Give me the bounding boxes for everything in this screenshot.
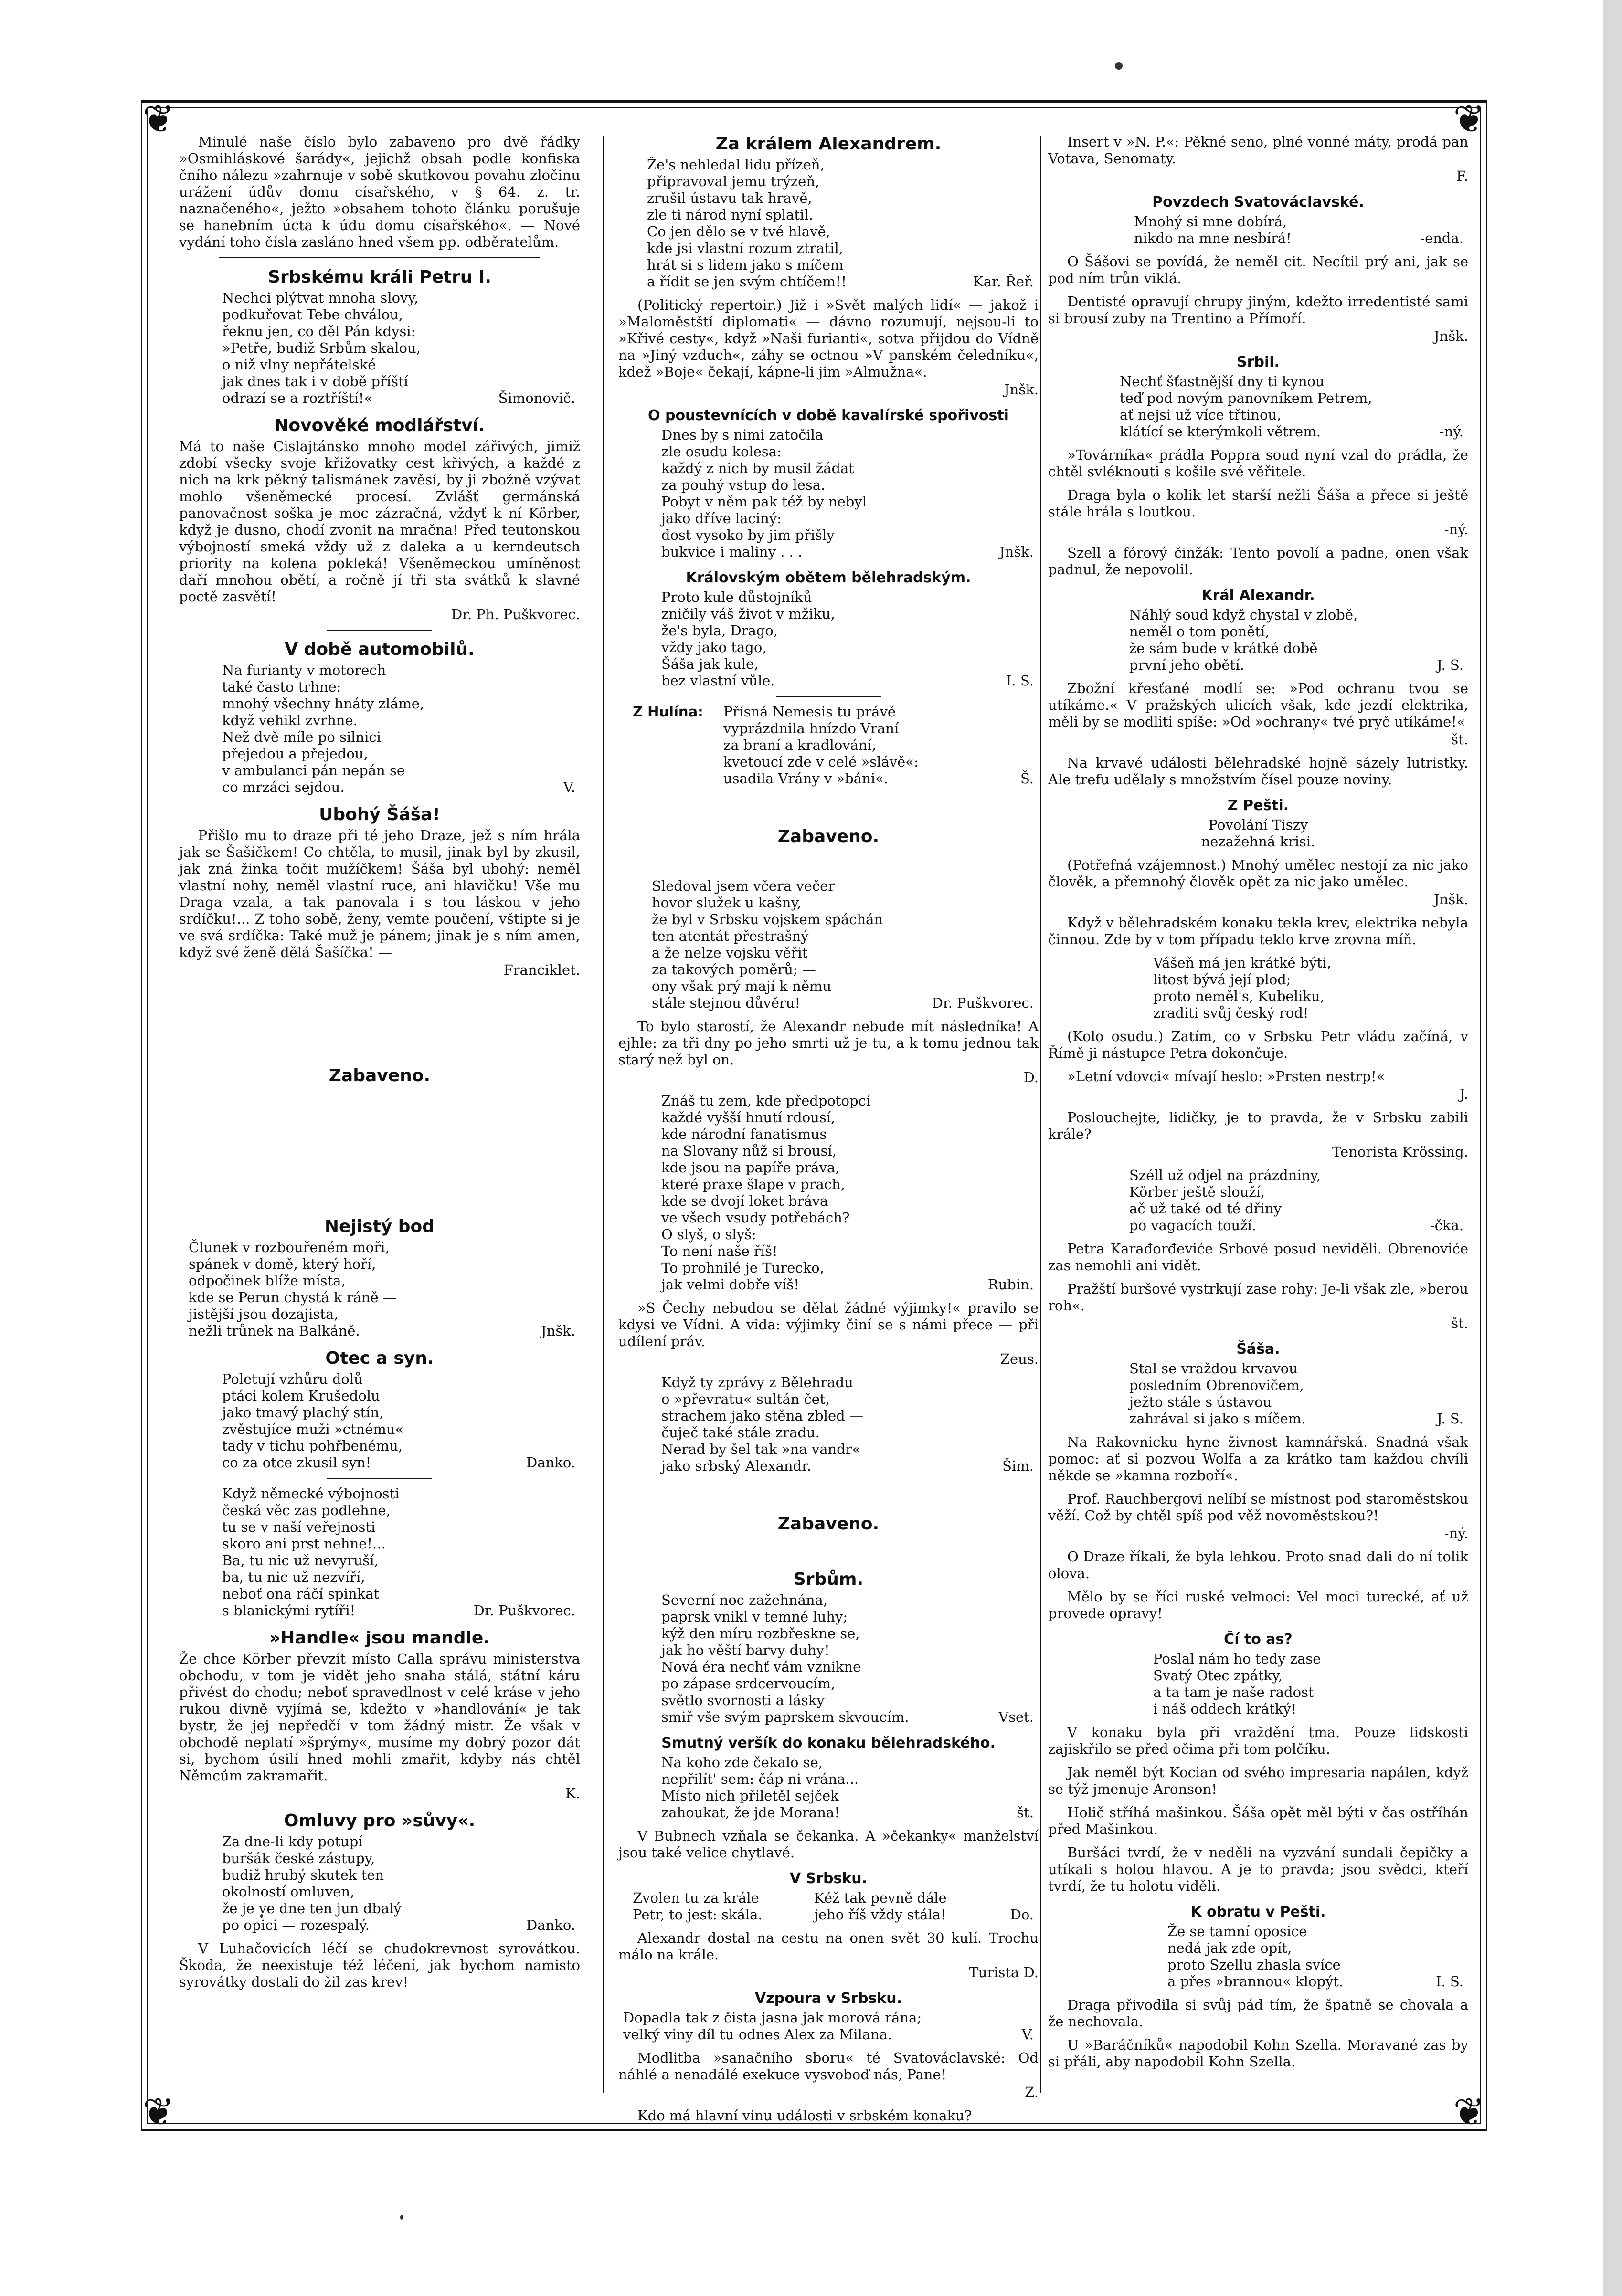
poem-line: přejedou a přejedou, — [222, 746, 368, 762]
poem-line: Na koho zde čekalo se, — [661, 1754, 823, 1770]
article-text: (Politický repertoir.) Již i »Svět malých lidí« — jakož i »Maloměstští diplomati« — dávno rozumují, nejsou-li to »Křivé cesty«, když »Naši furianti«, sotva přijdou do Vídně na »Jiný vzduch«, záhy se octnou »V panském čeledníku«, kdež »Boje« čekají, kápne-li jim »Almužna«. — [618, 297, 1039, 380]
poem-line: zrušil ústavu tak hravě, — [647, 190, 812, 206]
poem-line: nežli trůnek na Balkáně. — [189, 1323, 360, 1339]
author-signature: Turista D. — [969, 1964, 1039, 1980]
poem — [1048, 1923, 1468, 1990]
censored-notice: Zabaveno. — [329, 1066, 431, 1085]
poem-line: budiž hrubý skutek ten — [222, 1867, 384, 1883]
poem-line: kde jsi vlastní rozum ztratil, — [647, 240, 844, 256]
section-divider — [327, 630, 432, 631]
column-middle — [618, 134, 1039, 2124]
poem — [618, 1890, 1039, 1923]
censored-notice: Zabaveno. — [777, 1514, 880, 1534]
author-signature: št. — [1451, 731, 1468, 748]
author-signature: Kar. Řeř. — [973, 274, 1034, 290]
poem — [1048, 213, 1468, 247]
poem-line: za braní a kradlování, — [723, 737, 877, 753]
poem-line: Když ty zprávy z Bělehradu — [661, 1374, 853, 1390]
poem — [618, 1374, 1039, 1474]
page-edge-shadow — [1603, 0, 1622, 2296]
article-text: Draga přivodila si svůj pád tím, že špatně se chovala a že nechovala. — [1048, 1997, 1468, 2030]
poem — [1048, 1651, 1468, 1717]
article-title: Povzdech Svatováclavské. — [1152, 194, 1364, 211]
author-signature: F. — [1456, 168, 1468, 184]
article-title: Otec a syn. — [325, 1348, 434, 1368]
column-left — [179, 134, 580, 2091]
author-signature: Jnšk. — [1434, 891, 1468, 907]
poem-line: Ba, tu nic už nevyruší, — [222, 1552, 379, 1569]
poem-line: Že se tamní oposice — [1167, 1923, 1307, 1939]
article-text: Poslouchejte, lidičky, je to pravda, že v Srbsku zabili krále? — [1048, 1109, 1468, 1142]
poem-line: ten atentát přestrašný — [652, 928, 809, 944]
poem-line: zahoukat, že jde Morana! — [661, 1804, 840, 1821]
poem-line: na Slovany nůž si brousí, — [661, 1143, 837, 1159]
poem-line: skoro ani prst nehne!... — [222, 1536, 386, 1552]
article-title: Srbům. — [793, 1569, 864, 1589]
poem-line: neboť ona ráčí spinkat — [222, 1586, 380, 1602]
article-title: »Handle« jsou mandle. — [269, 1628, 490, 1648]
article-title: Novověké modlářství. — [274, 416, 485, 435]
article-text: Modlitba »sanačního sboru« té Svatováclavské: Od náhlé a nenadálé exekuce vysvoboď nás, Pane! — [618, 2050, 1039, 2083]
paper-speck — [1115, 62, 1123, 70]
poem-line: litost bývá její plod; — [1153, 971, 1291, 988]
author-signature: -ný. — [1439, 423, 1463, 440]
author-signature: Š. — [1020, 770, 1034, 787]
author-signature: Danko. — [526, 1454, 575, 1471]
author-signature: I. S. — [1006, 673, 1034, 689]
poem-line: Když německé výbojnosti — [222, 1485, 400, 1502]
corner-ornament-icon: ❦ — [1453, 97, 1485, 141]
poem — [179, 1833, 580, 1934]
article-text: »Letní vdovci« mívají heslo: »Prsten nestrp!« — [1067, 1068, 1385, 1085]
poem — [618, 427, 1039, 560]
poem-line: Na furianty v motorech — [222, 662, 386, 678]
article-title: Čí to as? — [1224, 1631, 1293, 1648]
article-text: Draga byla o kolik let starší nežli Šáša a přece si ještě stále hrála s loutkou. — [1048, 487, 1468, 520]
article-title: Smutný veršík do konaku bělehradského. — [661, 1735, 996, 1751]
article-title: Královským obětem bělehradským. — [686, 569, 971, 586]
article-title: Král Alexandr. — [1201, 587, 1315, 604]
poem — [618, 704, 1039, 787]
poem-line: Sledoval jsem včera večer — [652, 878, 835, 894]
poem-line: kde národní fanatismus — [661, 1126, 827, 1142]
poem-line: když vehikl zvrhne. — [222, 712, 358, 728]
author-signature: št. — [1451, 1315, 1468, 1331]
author-signature: -ný. — [1444, 521, 1468, 537]
poem-line: teď pod novým panovníkem Petrem, — [1120, 390, 1372, 406]
author-signature: V. — [563, 779, 575, 795]
poem-line: po opici — rozespalý. — [222, 1917, 370, 1933]
poem-line: kýž den míru rozbřeskne se, — [661, 1625, 860, 1642]
poem-line: Dnes by s nimi zatočila — [661, 427, 824, 443]
article-title: Nejistý bod — [324, 1217, 435, 1236]
author-signature: -enda. — [1420, 230, 1463, 246]
poem — [1048, 1167, 1468, 1234]
poem-line: kde se dvojí loket bráva — [661, 1193, 828, 1209]
article-text: (Kolo osudu.) Zatím, co v Srbsku Petr vládu začíná, v Římě ji nástupce Petra dokončuje. — [1048, 1028, 1468, 1061]
poem — [618, 157, 1039, 290]
author-signature: Šim. — [1002, 1458, 1034, 1474]
poem-line: kde jsou na papíře práva, — [661, 1159, 840, 1176]
poem-line: jak ho věští barvy duhy! — [661, 1642, 830, 1658]
poem-line: mnohý všechny hnáty zláme, — [222, 695, 424, 712]
poem-line: Za dne-li kdy potupí — [222, 1833, 363, 1850]
poem-line: Přísná Nemesis tu právě — [723, 704, 896, 720]
author-signature: Dr. Puškvorec. — [473, 1602, 575, 1619]
author-signature: Do. — [1010, 1906, 1034, 1923]
poem-line: okolností omluven, — [222, 1884, 355, 1900]
poem-line: »Petře, budiž Srbům skalou, — [222, 340, 421, 356]
poem-line: spánek v domě, který hoří, — [189, 1256, 376, 1272]
poem-line: O slyš, o slyš: — [661, 1226, 756, 1243]
poem-line: jako srbský Alexandr. — [661, 1458, 812, 1474]
author-signature: D. — [1023, 1069, 1039, 1085]
article-text: »Továrníka« prádla Poppra soud nyní vzal do prádla, že chtěl svléknouti s košile své věřitele. — [1048, 447, 1468, 480]
poem — [179, 1485, 580, 1619]
poem-line: nedá jak zde opít, — [1167, 1940, 1292, 1956]
article-text: V Luhačovicích léčí se chudokrevnost syrovátkou. Škoda, že neexistuje též léčení, jak bychom namisto syrovátky dostali do žil zas krev! — [179, 1940, 580, 1990]
article-text: Jak neměl být Kocian od svého impresaria napálen, když se týž jmenuje Aronson! — [1048, 1764, 1468, 1797]
article-text: Holič stříhá mašinkou. Šáša opět měl býti v čas ostříhán před Mašinkou. — [1048, 1804, 1468, 1837]
poem-line: světlo svornosti a lásky — [661, 1692, 825, 1708]
poem-line: zraditi svůj český rod! — [1153, 1005, 1309, 1021]
column-divider — [1040, 136, 1041, 2093]
poem-line: Nerad by šel tak »na vandr« — [661, 1441, 861, 1457]
author-signature: -ný. — [1444, 1525, 1468, 1541]
author-signature: Rubin. — [987, 1276, 1034, 1293]
poem-line: i náš oddech krátký! — [1153, 1701, 1297, 1717]
poem-line: buršák české zástupy, — [222, 1850, 375, 1866]
poem-line: zahrával si jako s míčem. — [1129, 1411, 1306, 1427]
poem-line: To není naše říš! — [661, 1243, 778, 1259]
author-signature: J. S. — [1437, 657, 1463, 673]
poem-line: Vášeň má jen krátké býti, — [1153, 955, 1331, 971]
poem-line: ač už také od té dřiny — [1129, 1201, 1282, 1217]
poem-line: strachem jako stěna zbled — — [661, 1408, 863, 1424]
poem-line: které praxe šlape v prach, — [661, 1176, 845, 1192]
section-divider — [327, 1478, 432, 1479]
poem-line: jistější jsou dozajista, — [189, 1306, 339, 1322]
poem — [179, 290, 580, 407]
poem — [179, 1371, 580, 1471]
poem-line: co mrzáci sejdou. — [222, 779, 345, 795]
poem-line: a že nelze vojsku věřit — [652, 945, 808, 961]
poem-line: Nechť šťastnější dny ti kynou — [1120, 373, 1325, 390]
poem-line: po vagacích touží. — [1129, 1217, 1256, 1233]
poem-line: ve všech vsudy potřebách? — [661, 1210, 850, 1226]
poem-line: za takových poměrů; — — [652, 961, 816, 978]
poem-line: kvetoucí zde v celé »slávě«: — [723, 754, 919, 770]
poem-line: hrát si s lidem jako s míčem — [647, 257, 844, 273]
author-signature: J. — [1459, 1086, 1468, 1102]
poem-line: a ta tam je naše radost — [1153, 1684, 1314, 1700]
author-signature: Šimonovič. — [498, 390, 575, 406]
poem-line: proto Szellu zhasla svíce — [1167, 1957, 1341, 1973]
poem-line: že's byla, Drago, — [661, 622, 778, 639]
poem-line: Poletují vzhůru dolů — [222, 1371, 363, 1387]
author-signature: J. S. — [1437, 1411, 1463, 1427]
corner-ornament-icon: ❦ — [142, 97, 175, 141]
article-text: Alexandr dostal na cestu na onen svět 30 kulí. Trochu málo na krále. — [618, 1930, 1039, 1963]
poem — [618, 2010, 1039, 2043]
poem-line: Pobyt v něm pak též by nebyl — [661, 494, 867, 510]
poem-line: Széll už odjel na prázdniny, — [1129, 1167, 1321, 1183]
article-text: Pražští buršové vystrkují zase rohy: Je-li však zle, »berou roh«. — [1048, 1281, 1468, 1314]
poem-line: ptáci kolem Krušedolu — [222, 1388, 380, 1404]
poem-line: Körber ještě slouží, — [1129, 1184, 1265, 1200]
author-signature: Jnšk. — [541, 1323, 575, 1339]
poem-line: paprsk vnikl v temné luhy; — [661, 1609, 848, 1625]
poem-line: bez vlastní vůle. — [661, 673, 775, 689]
poem-line: v ambulanci pán nepán se — [222, 762, 405, 779]
poem-line: jak dnes tak i v době příští — [222, 373, 408, 390]
author-signature: Jnšk. — [1004, 381, 1039, 398]
article-text: O Draze říkali, že byla lehkou. Proto snad dali do ní tolik olova. — [1048, 1548, 1468, 1581]
poem-line: s blanickými rytíři! — [222, 1602, 356, 1619]
poem-line: česká věc zas podlehne, — [222, 1502, 391, 1518]
author-signature: Franciklet. — [503, 962, 580, 978]
author-signature: V. — [1021, 2026, 1034, 2043]
poem-line: Stal se vraždou krvavou — [1129, 1360, 1298, 1377]
poem-line: že byl v Srbsku vojskem spáchán — [652, 911, 883, 927]
article-text: »S Čechy nebudou se dělat žádné výjimky!« pravilo se kdysi ve Vídni. A vida: výjimky činí se s námi přece — při udílení práv. — [618, 1300, 1039, 1349]
poem-line: tu se v naší veřejnosti — [222, 1519, 376, 1535]
poem-line: zvěstujíce muži »ctnému« — [222, 1421, 404, 1437]
article-title: V době automobilů. — [285, 640, 475, 659]
poem-line: nepřilít' sem: čáp ni vrána... — [661, 1771, 859, 1787]
poem-line: Co jen dělo se v tvé hlavě, — [647, 223, 830, 240]
author-signature: Dr. Puškvorec. — [932, 995, 1034, 1011]
poem-line: vždy jako tago, — [661, 639, 767, 655]
censored-notice: Zabaveno. — [777, 827, 880, 846]
poem-line: Než dvě míle po silnici — [222, 729, 381, 745]
poem-line: jako dříve laciný: — [661, 510, 782, 527]
poem — [1048, 1360, 1468, 1427]
article-text: Dentisté opravují chrupy jiným, kdežto irredentisté sami si brousí zuby na Trentino a Přímoří. — [1048, 294, 1468, 326]
poem — [618, 878, 1039, 1011]
poem-line: ba, tu nic už nezvíří, — [222, 1569, 365, 1585]
article-text: Na krvavé události bělehradské hojně sázely lutristky. Ale trefu udělaly s množstvím čísel pouze noviny. — [1048, 755, 1468, 788]
poem-line: To prohnilé je Turecko, — [661, 1260, 824, 1276]
poem — [179, 1239, 580, 1339]
article-text: Má to naše Cislajtánsko mnoho model zářivých, jimiž zdobí všecky svoje křižovatky cest křivých, a každé z nich na krk pěkný talismánek zavěsí, by ji zbožně vzývat mohlo všeněmecké procesí. Zvlášť germánská panovačnost soška je moc zázračná, vždyť k ní Körber, když je dusno, chodí zvonit na mračna! Před teutonskou výbojností smeká vždy už z daleka a u kerndeutsch priority na kolena pokleká! Všeněmeckou umíněnost daří mnohou obětí, a ročně jí tři sta svátků k slavné poctě zasvětí! — [179, 438, 580, 605]
poem-line: velký viny díl tu odnes Alex za Milana. — [623, 2026, 892, 2043]
article-text: Buršáci tvrdí, že v neděli na vyzvání sundali čepičky a utíkali s holou hlavou. A je to pravda; jsou svědci, kteří tvrdí, že tu holotu viděli. — [1048, 1844, 1468, 1894]
poem-line: že sám bude v krátké době — [1129, 640, 1318, 656]
poem-line: a přes »brannou« klopýt. — [1167, 1973, 1344, 1990]
article-text: V Bubnech vzňala se čekanka. A »čekanky« manželství jsou také velice chytlavé. — [618, 1828, 1039, 1861]
poem-line: ať nejsi už více třtinou, — [1120, 407, 1282, 423]
article-title: Omluvy pro »sůvy«. — [284, 1811, 476, 1831]
poem-line: Povolání Tiszy — [1208, 817, 1308, 833]
article-text: Prof. Rauchbergovi nelíbí se místnost pod staroměstskou věží. Což by chtěl spíš pod věž novoměstskou?! — [1048, 1491, 1468, 1524]
poem-line: nikdo na mne nesbírá! — [1134, 230, 1292, 246]
corner-ornament-icon: ❦ — [1453, 2090, 1485, 2134]
article-text: Kdo má hlavní vinu události v srbském konaku? — [637, 2107, 972, 2124]
poem-line: Místo nich přiletěl sejček — [661, 1788, 839, 1804]
poem — [179, 662, 580, 796]
article-text: Insert v »N. P.«: Pěkné seno, plné vonné máty, prodá pan Votava, Senomaty. — [1048, 134, 1468, 167]
poem-line: za pouhý vstup do lesa. — [661, 477, 826, 493]
poem-line: a řídit se jen svým chtíčem!! — [647, 274, 847, 290]
poem-line: zničily váš život v mžiku, — [661, 606, 835, 622]
poem-line: nezažehná krisi. — [1201, 833, 1315, 850]
poem-line: také často trhne: — [222, 679, 341, 695]
poem-line: že je ve dne ten jun dbalý — [222, 1900, 402, 1917]
article-title: V Srbsku. — [789, 1870, 868, 1887]
poem-line: čuječ také stále zradu. — [661, 1424, 820, 1441]
poem-line: Kéž tak pevně dále — [814, 1890, 947, 1906]
poem-line: Dopadla tak z čista jasna jak morová rána; — [623, 2010, 922, 2026]
poem — [618, 1754, 1039, 1821]
poem-line: každý z nich by musil žádat — [661, 460, 854, 476]
poem — [618, 589, 1039, 689]
section-divider — [776, 696, 881, 697]
poem — [1048, 373, 1468, 440]
author-signature: Jnšk. — [999, 544, 1034, 560]
poem-line: Nová éra nechť vám vznikne — [661, 1659, 861, 1675]
author-signature: Z. — [1025, 2084, 1039, 2100]
author-signature: -čka. — [1430, 1217, 1463, 1233]
poem-line: Že's nehledal lidu přízeň, — [647, 157, 825, 173]
poem-line: Svatý Otec zpátky, — [1153, 1667, 1283, 1684]
article-title: Srbskému králi Petru I. — [267, 267, 492, 287]
poem-line: Šáša jak kule, — [661, 656, 759, 672]
author-signature: Dr. Ph. Puškvorec. — [451, 606, 580, 622]
poem-line: Severní noc zažehnána, — [661, 1592, 828, 1608]
poem-line: první jeho obětí. — [1129, 657, 1244, 673]
article-title: Ubohý Šáša! — [319, 805, 440, 824]
paper-speck — [400, 2215, 403, 2220]
poem-line: posledním Obrenovičem, — [1129, 1377, 1304, 1393]
article-title: O poustevnících v době kavalírské spořivosti — [648, 407, 1009, 424]
poem-line: Petr, to jest: skála. — [633, 1906, 763, 1923]
poem-line: po zápase srdcervoucím, — [661, 1675, 836, 1692]
confiscation-notice: Minulé naše číslo bylo zabaveno pro dvě řádky »Osmihláskové šarády«, jejichž obsah podle konfiska čního nálezu »zahrnuje v sobě skutkovou povahu zločinu urážení údův domu císařského, v § 64. z. tr. naznačeného«, ježto »obsahem tohoto článku porušuje se hanebním úcta k údu domu císařského«. — Nové vydání toho čísla zasláno hned všem pp. odběratelům. — [179, 134, 580, 250]
poem-line: zle ti národ nyní splatil. — [647, 207, 813, 223]
article-text: Přišlo mu to draze při té jeho Draze, jež s ním hrála jak se Šašíčkem! Co chtěla, to musil, jinak byl by zkusil, jak zná žinka točit mužíčkem! Šáša byl ubohý: neměl vlastní nohy, neměl vlastní ruce, ani hlavičku! Vše mu Draga vzala, a tak panovala i s tou láskou v jeho srdíčku!... Z toho sobě, ženy, vemte poučení, vštipte si je ve svá srdíčka: Také muž je pánem; jinak je s ním amen, když své ženě dělá Šašíčka! — — [179, 827, 580, 960]
article-text: Petra Karađorđeviće Srbové posud neviděli. Obrenoviće zas nemohli ani vidět. — [1048, 1241, 1468, 1274]
poem-line: odpočinek blíže místa, — [189, 1273, 346, 1289]
author-signature: Jnšk. — [1434, 328, 1468, 344]
poem-line: každé vyšší hnutí rdousí, — [661, 1109, 836, 1126]
article-title: K obratu v Pešti. — [1190, 1904, 1326, 1920]
poem — [618, 1592, 1039, 1726]
article-text: Szell a fórový činžák: Tento povolí a padne, onen však padnul, že nepovolil. — [1048, 545, 1468, 578]
poem-line: Znáš tu zem, kde předpotopcí — [661, 1093, 871, 1109]
article-title: Z Pešti. — [1227, 797, 1289, 814]
poem-line: dost vysoko by jim přišly — [661, 527, 835, 543]
poem-line: Zvolen tu za krále — [633, 1890, 759, 1906]
poem-line: usadila Vrány v »báni«. — [723, 770, 888, 787]
poem-lead: Z Hulína: — [633, 704, 703, 720]
article-text: U »Baráčníků« napodobil Kohn Szella. Moravané zas by si přáli, aby napodobil Kohn Szella. — [1048, 2037, 1468, 2070]
poem-line: ježto stále s ústavou — [1129, 1394, 1272, 1410]
column-right — [1048, 134, 1468, 2091]
article-text: Že chce Körber převzít místo Calla správu ministerstva obchodu, v tom je vidět jeho snaha stálá, státní káru přivést do chodu; neboť spravedlnost v celé kráse v jeho rukou divně vyjímá se, kdežto v »handlování« je tak bystr, že jej nepředčí v tom žádný mistr. Že však v obchodě neplatí »šprýmy«, musíme my dobrý pozor dát si, bychom úsilí hned mohli zmařit, kdyby nás chtěl Němcům zakramařit. — [179, 1651, 580, 1784]
author-signature: Zeus. — [1000, 1351, 1039, 1367]
article-title: Vzpoura v Srbsku. — [754, 1990, 902, 2007]
poem-line: hovor služek u kašny, — [652, 895, 802, 911]
poem-line: smiř vše svým paprskem skvoucím. — [661, 1709, 909, 1725]
poem-line: Proto kule důstojníků — [661, 589, 812, 605]
author-signature: št. — [1017, 1804, 1034, 1821]
poem-line: připravoval jemu trýzeň, — [647, 173, 820, 190]
poem-line: zle osudu kolesa: — [661, 443, 782, 460]
poem-line: proto neměl's, Kubeliku, — [1153, 988, 1325, 1004]
poem-line: ony však prý mají k němu — [652, 978, 832, 994]
poem-line: Mnohý si mne dobírá, — [1134, 213, 1287, 230]
poem-line: o »převratu« sultán čet, — [661, 1391, 830, 1407]
article-text: Na Rakovnicku hyne živnost kamnářská. Snadná však pomoc: ať si pozvou Wolfa a za krátko tam každou chvíli někde se »kamna rozboří«. — [1048, 1434, 1468, 1484]
poem-line: jak velmi dobře víš! — [661, 1276, 799, 1293]
poem-line: kde se Perun chystá k ráně — — [189, 1289, 397, 1306]
poem-line: Náhlý soud když chystal v zlobě, — [1129, 607, 1358, 623]
poem-line: tady v tichu pohřbenému, — [222, 1438, 403, 1454]
article-title: Srbil. — [1237, 354, 1280, 370]
author-signature: Danko. — [526, 1917, 575, 1933]
poem-line: neměl o tom ponětí, — [1129, 623, 1270, 640]
poem — [618, 1093, 1039, 1293]
poem-line: o niž vlny nepřátelské — [222, 357, 376, 373]
article-text: Když v bělehradském konaku tekla krev, elektrika nebyla činnou. Zde by v tom případu teklo krve zrovna míň. — [1048, 915, 1468, 948]
poem-line: stále stejnou důvěru! — [652, 995, 801, 1011]
poem-line: Člunek v rozbouřeném moři, — [189, 1239, 390, 1255]
poem-line: Nechci plýtvat mnoha slovy, — [222, 290, 419, 306]
corner-ornament-icon: ❦ — [142, 2090, 175, 2134]
author-signature: K. — [565, 1785, 580, 1801]
poem-line: jeho říš vždy stála! — [814, 1906, 946, 1923]
article-text: Mělo by se říci ruské velmoci: Vel moci turecké, ať už provede opravy! — [1048, 1589, 1468, 1622]
poem-line: podkuřovat Tebe chválou, — [222, 306, 403, 323]
article-text: (Potřefná vzájemnost.) Mnohý umělec nestojí za nic jako člověk, a přemnohý člověk opět za nic jako umělec. — [1048, 857, 1468, 890]
poem-line: bukvice i maliny . . . — [661, 544, 803, 560]
column-divider — [603, 136, 604, 2093]
poem — [1048, 955, 1468, 1022]
author-signature: Tenorista Krössing. — [1332, 1144, 1468, 1160]
poem — [1048, 607, 1468, 674]
article-title: Šáša. — [1236, 1341, 1280, 1358]
article-text: Zbožní křesťané modlí se: »Pod ochranu tvou se utíkáme.« V pražských ulicích však, kde jezdí elektrika, měli by se modliti spíše: »Od »ochrany« tvé pryč utíkáme!« — [1048, 680, 1468, 730]
article-text: O Šášovi se povídá, že neměl cit. Necítil prý ani, jak se pod ním trůn viklá. — [1048, 253, 1468, 286]
author-signature: I. S. — [1436, 1973, 1463, 1990]
section-divider — [219, 257, 540, 258]
poem-line: řeknu jen, co děl Pán kdysi: — [222, 323, 416, 339]
author-signature: Vset. — [998, 1709, 1034, 1725]
article-title: Za králem Alexandrem. — [715, 134, 942, 154]
poem-line: odrazí se a roztříští!« — [222, 390, 373, 406]
article-text: V konaku byla při vraždění tma. Pouze lidskosti zajiskřilo se před očima při tom polčíku. — [1048, 1724, 1468, 1757]
poem-line: vyprázdnila hnízdo Vraní — [723, 720, 899, 737]
article-text: To bylo starostí, že Alexandr nebude mít následníka! A ejhle: za tři dny po jeho smrti už je tu, a k tomu jednou tak starý než byl on. — [618, 1018, 1039, 1068]
poem-line: co za otce zkusil syn! — [222, 1454, 371, 1471]
poem-line: jako tmavý plachý stín, — [222, 1404, 384, 1421]
poem-line: klátící se kterýmkoli větrem. — [1120, 423, 1321, 440]
poem-line: Poslal nám ho tedy zase — [1153, 1651, 1321, 1667]
